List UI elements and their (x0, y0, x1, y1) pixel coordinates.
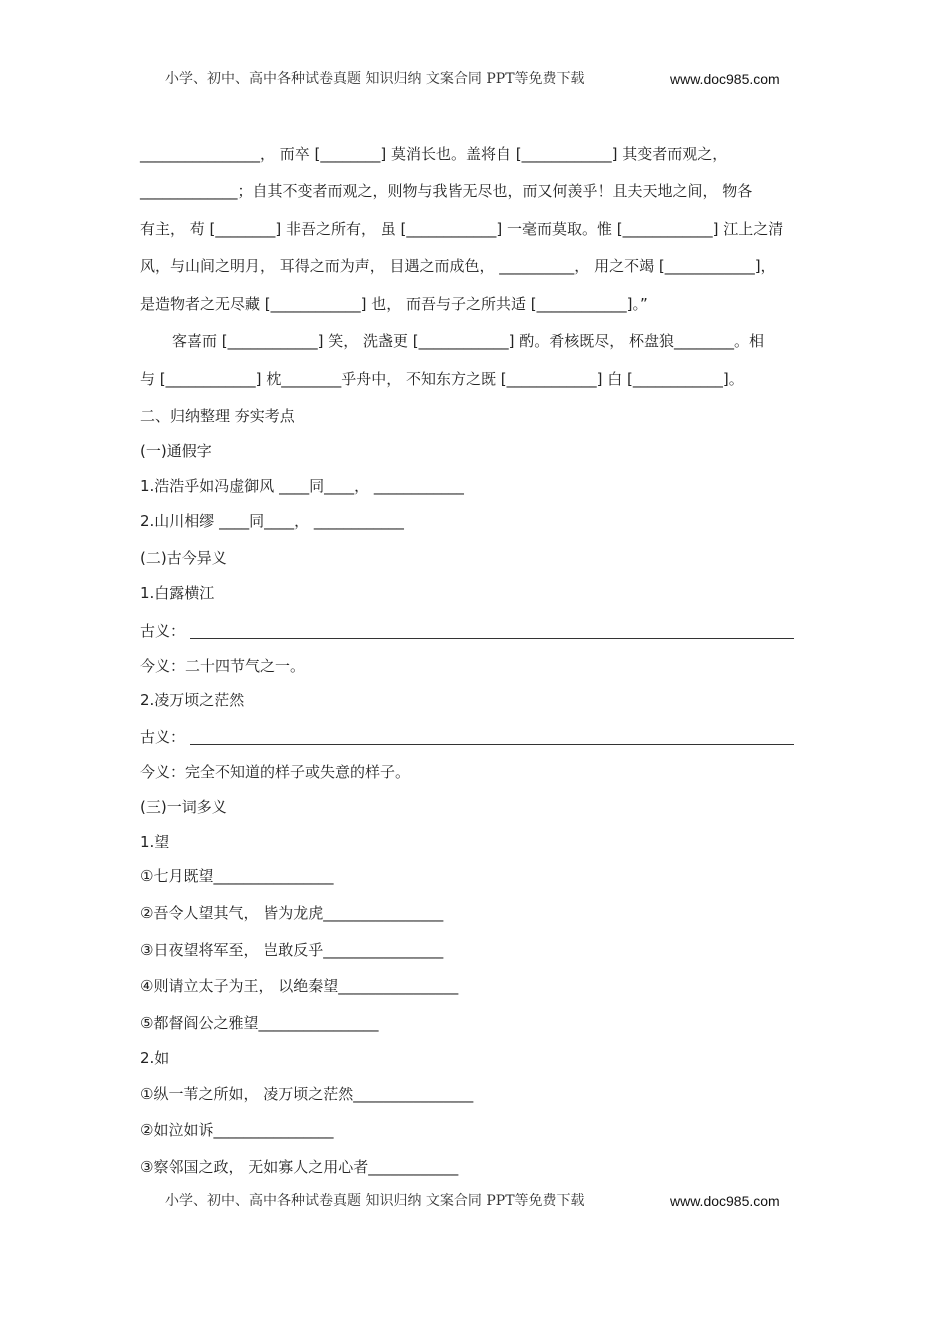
wang-item-2: ②吾令人望其气， 皆为龙虎________________ (140, 904, 444, 922)
tongjia-item-1: 1.浩浩乎如冯虚御风 ____同____， ____________ (140, 477, 464, 495)
gujin-item-2-jin: 今义：完全不知道的样子或失意的样子。 (140, 763, 411, 781)
wang-item-3: ③日夜望将军至， 岂敢反乎________________ (140, 941, 444, 959)
tongjia-item-2: 2.山川相缪 ____同____， ____________ (140, 512, 404, 530)
wang-item-1: ①七月既望________________ (140, 867, 334, 885)
gujin-item-1-gu-label: 古义： (140, 622, 186, 640)
section-title: 二、归纳整理 夯实考点 (140, 407, 295, 425)
wang-item-5: ⑤都督阎公之雅望________________ (140, 1014, 379, 1032)
passage-line-3: 有主， 苟 [________] 非吾之所有， 虽 [____________] 一毫而莫取。惟 [____________] 江上之清 (140, 220, 784, 238)
gujin-item-2: 2.凌万顷之茫然 (140, 691, 245, 709)
ru-item-1: ①纵一苇之所如， 凌万顷之茫然________________ (140, 1085, 474, 1103)
passage-line-7: 与 [____________] 枕________乎舟中， 不知东方之既 [____________] 白 [____________]。 (140, 370, 744, 388)
ru-item-3: ③察邻国之政， 无如寡人之用心者____________ (140, 1158, 459, 1176)
subsection-title-yici: (三)一词多义 (140, 798, 227, 816)
ru-title: 2.如 (140, 1049, 170, 1067)
page-header-text: 小学、初中、高中各种试卷真题 知识归纳 文案合同 PPT等免费下载 (165, 71, 585, 87)
passage-line-1: ________________， 而卒 [________] 莫消长也。盖将自 [____________] 其变者而观之， (140, 145, 728, 163)
page-footer-url: www.doc985.com (670, 1193, 780, 1209)
passage-line-4: 风，与山间之明月， 耳得之而为声， 目遇之而成色， __________， 用之不竭 [____________]， (140, 257, 776, 275)
passage-line-5: 是造物者之无尽藏 [____________] 也， 而吾与子之所共适 [____________]。” (140, 295, 648, 313)
gujin-item-1: 1.白露横江 (140, 584, 215, 602)
gujin-item-1-jin: 今义：二十四节气之一。 (140, 657, 306, 675)
answer-line-1[interactable] (190, 638, 794, 639)
gujin-item-2-gu-label: 古义： (140, 728, 186, 746)
passage-line-6: 客喜而 [____________] 笑， 洗盏更 [____________] 酌。肴核既尽， 杯盘狼________。相 (172, 332, 765, 350)
answer-line-2[interactable] (190, 744, 794, 745)
subsection-title-gujin: (二)古今异义 (140, 549, 227, 567)
page-header-url: www.doc985.com (670, 71, 780, 87)
page-footer-text: 小学、初中、高中各种试卷真题 知识归纳 文案合同 PPT等免费下载 (165, 1193, 585, 1209)
subsection-title-tongjia: (一)通假字 (140, 442, 212, 460)
ru-item-2: ②如泣如诉________________ (140, 1121, 334, 1139)
wang-item-4: ④则请立太子为王， 以绝秦望________________ (140, 977, 459, 995)
wang-title: 1.望 (140, 833, 170, 851)
passage-line-2: _____________；自其不变者而观之，则物与我皆无尽也，而又何羡乎！且夫天地之间， 物各 (140, 182, 753, 200)
